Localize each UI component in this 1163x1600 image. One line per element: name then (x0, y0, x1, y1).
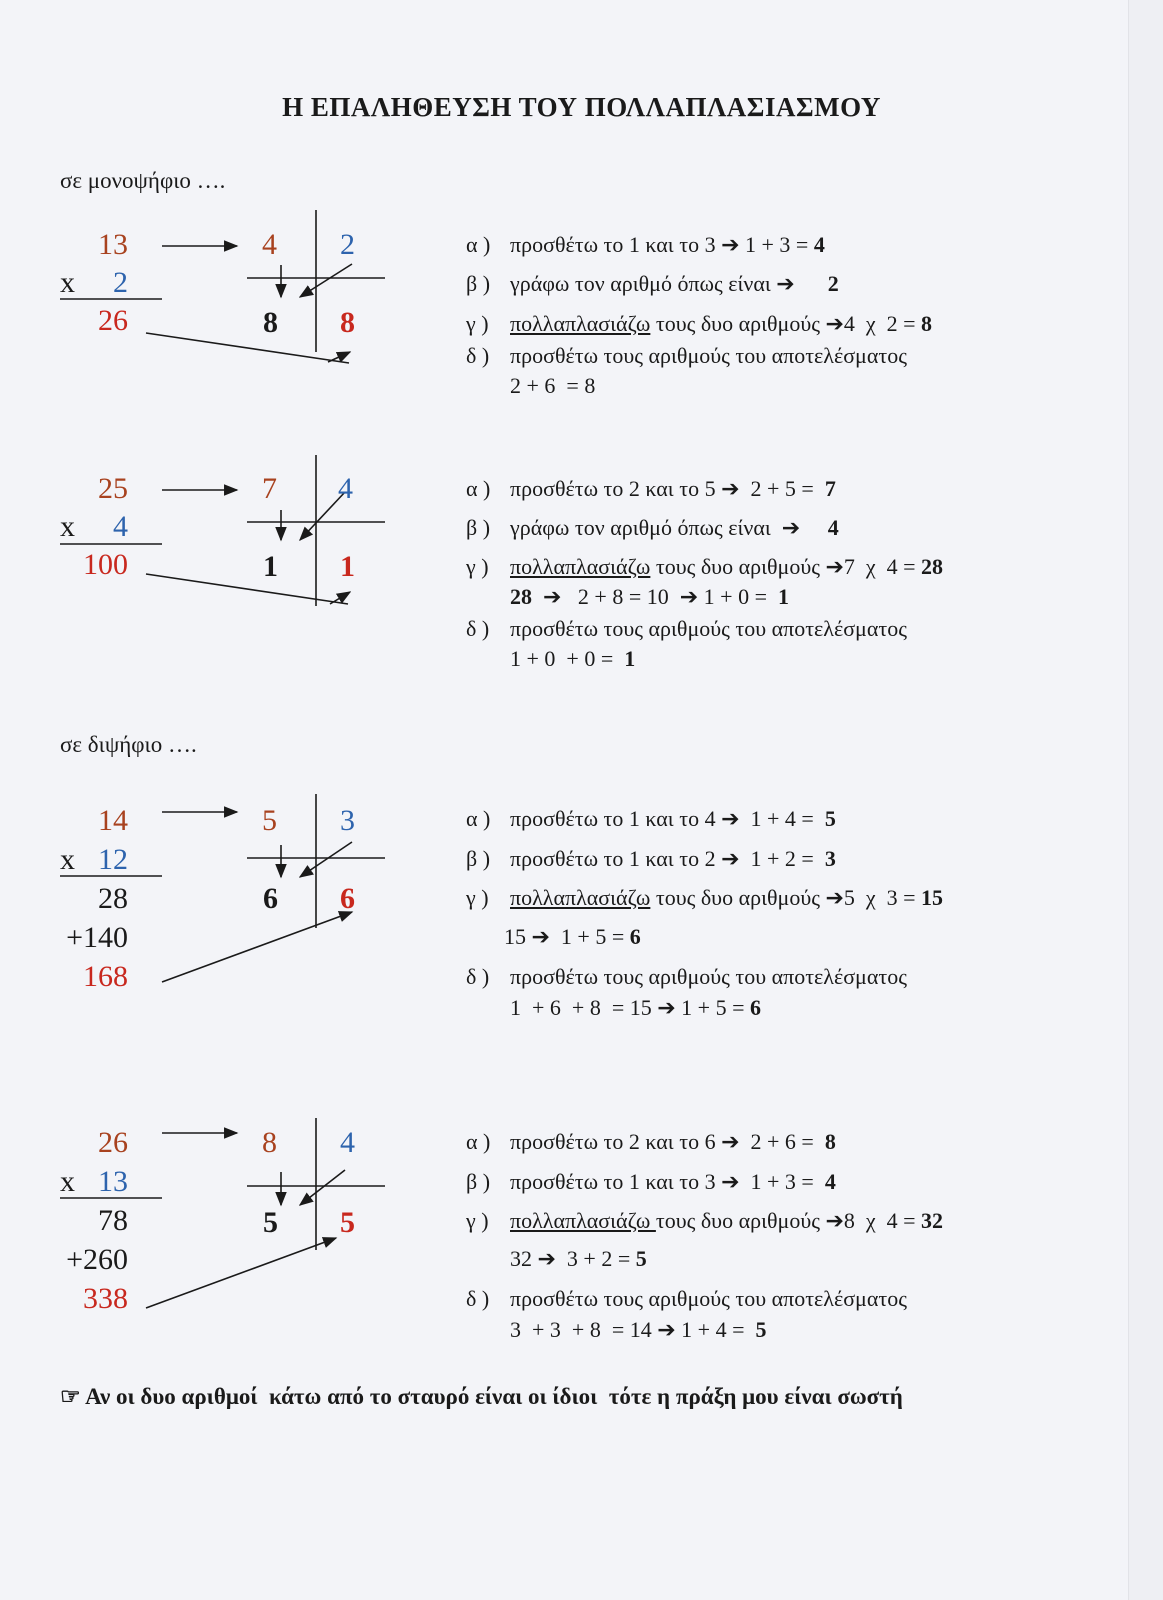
arrow-down-diagonal (300, 264, 352, 297)
step-d-calc: 3 + 3 + 8 = 14 ➔ 1 + 4 = 5 (510, 1317, 767, 1342)
step-c: γ ) πολλαπλασιάζω τους δυο αριθμούς ➔4 χ 2 = 8 (466, 311, 933, 336)
step-d: δ ) προσθέτω τους αριθμούς του αποτελέσματος (466, 964, 907, 989)
step-c-calc: 32 ➔ 3 + 2 = 5 (510, 1246, 647, 1271)
step-b: β ) γράφω τον αριθμό όπως είναι ➔ 4 (466, 515, 839, 540)
times-sign: x (60, 266, 75, 299)
multiplier: 12 (98, 843, 128, 876)
cross-bottom-left: 6 (263, 882, 278, 915)
section-label-double-digit: σε διψήφιο …. (60, 732, 197, 757)
cross-top-right: 2 (340, 228, 355, 261)
step-c: γ ) πολλαπλασιάζω τους δυο αριθμούς ➔8 χ 4 = 32 (466, 1208, 944, 1233)
multiplicand: 26 (98, 1126, 128, 1159)
step-a: α ) προσθέτω το 1 και το 3 ➔ 1 + 3 = 4 (466, 232, 825, 257)
cross-top-left: 5 (262, 804, 277, 837)
step-b: β ) γράφω τον αριθμό όπως είναι ➔ 2 (466, 271, 839, 296)
partial-product-2: +260 (66, 1243, 128, 1276)
conclusion-text: Αν οι δυο αριθμοί κάτω από το σταυρό είναι οι ίδιοι τότε η πράξη μου είναι σωστή (80, 1384, 903, 1409)
step-d: δ ) προσθέτω τους αριθμούς του αποτελέσματος (466, 343, 907, 368)
multiplicand: 13 (98, 228, 128, 261)
step-b: β ) προσθέτω το 1 και το 3 ➔ 1 + 3 = 4 (466, 1169, 836, 1194)
step-d-calc: 2 + 6 = 8 (510, 373, 596, 398)
step-d: δ ) προσθέτω τους αριθμούς του αποτελέσματος (466, 1286, 907, 1311)
product: 338 (83, 1282, 128, 1315)
pointing-hand-icon: ☞ (60, 1384, 81, 1409)
multiplier: 13 (98, 1165, 128, 1198)
step-c: γ ) πολλαπλασιάζω τους δυο αριθμούς ➔5 χ 3 = 15 (466, 885, 944, 910)
cross-top-left: 8 (262, 1126, 277, 1159)
cross-bottom-left: 5 (263, 1206, 278, 1239)
cross-top-left: 4 (262, 228, 277, 261)
times-sign: x (60, 1165, 75, 1198)
cross-top-right: 4 (338, 472, 353, 505)
step-d-calc: 1 + 0 + 0 = 1 (510, 646, 636, 671)
cross-bottom-left: 1 (263, 550, 278, 583)
cross-top-right: 3 (340, 804, 355, 837)
cross-bottom-right: 1 (340, 550, 355, 583)
cross-bottom-left: 8 (263, 306, 278, 339)
arrow-result-head (328, 352, 350, 362)
step-a: α ) προσθέτω το 1 και το 4 ➔ 1 + 4 = 5 (466, 806, 836, 831)
multiplicand: 25 (98, 472, 128, 505)
partial-product-2: +140 (66, 921, 128, 954)
multiplier: 4 (113, 510, 128, 543)
step-a: α ) προσθέτω το 2 και το 6 ➔ 2 + 6 = 8 (466, 1129, 836, 1154)
cross-bottom-right: 5 (340, 1206, 355, 1239)
cross-bottom-right: 8 (340, 306, 355, 339)
product: 168 (83, 960, 128, 993)
conclusion-note (60, 1384, 903, 1410)
times-sign: x (60, 510, 75, 543)
cross-bottom-right: 6 (340, 882, 355, 915)
product: 100 (83, 548, 128, 581)
cross-top-left: 7 (262, 472, 277, 505)
step-b: β ) προσθέτω το 1 και το 2 ➔ 1 + 2 = 3 (466, 846, 836, 871)
page-title: Η ΕΠΑΛΗΘΕΥΣΗ ΤΟΥ ΠΟΛΛΑΠΛΑΣΙΑΣΜΟΥ (282, 92, 881, 122)
multiplicand: 14 (98, 804, 128, 837)
multiplier: 2 (113, 266, 128, 299)
section-label-single-digit: σε μονοψήφιο …. (60, 168, 226, 193)
cross-top-right: 4 (340, 1126, 355, 1159)
product: 26 (98, 304, 128, 337)
step-d-calc: 1 + 6 + 8 = 15 ➔ 1 + 5 = 6 (510, 995, 761, 1020)
step-c-calc: 28 ➔ 2 + 8 = 10 ➔ 1 + 0 = 1 (510, 584, 789, 609)
times-sign: x (60, 843, 75, 876)
partial-product-1: 78 (98, 1204, 128, 1237)
step-c-calc: 15 ➔ 1 + 5 = 6 (504, 924, 641, 949)
step-c: γ ) πολλαπλασιάζω τους δυο αριθμούς ➔7 χ 4 = 28 (466, 554, 944, 579)
step-a: α ) προσθέτω το 2 και το 5 ➔ 2 + 5 = 7 (466, 476, 836, 501)
step-d: δ ) προσθέτω τους αριθμούς του αποτελέσματος (466, 616, 907, 641)
arrow-result-line (146, 333, 349, 363)
partial-product-1: 28 (98, 882, 128, 915)
